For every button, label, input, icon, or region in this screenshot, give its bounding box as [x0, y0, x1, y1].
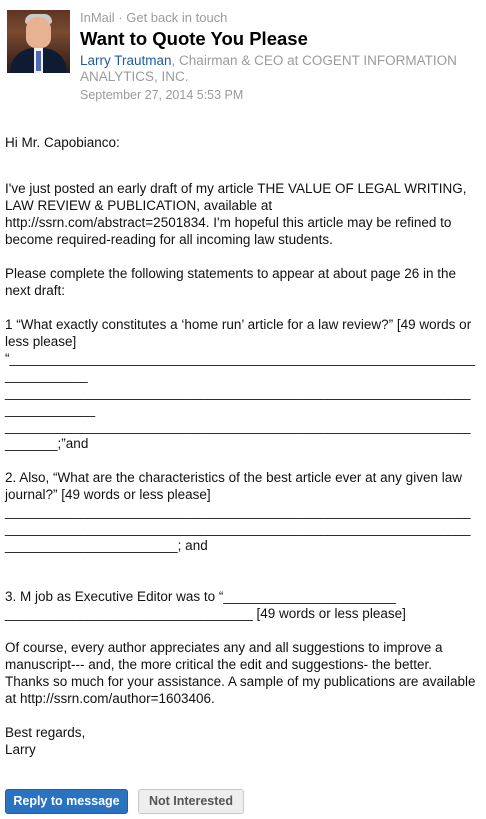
avatar[interactable] [7, 10, 70, 73]
question-1: 1 “What exactly constitutes a ‘home run’ article for a law review?” [49 words or less please] “______________________________________________________________ ___________ ______________________________________________________________ ____________ ______________________________________________________________ _______;”and [5, 317, 475, 451]
paragraph-thanks: Of course, every author appreciates any and all suggestions to improve a manuscript--- and, the more critical the edit and suggestions- the better. Thanks so much for your assistance. A sample of my publications are available at http://ssrn.com/author=1603406. [5, 640, 480, 706]
message-body [5, 134, 480, 758]
message-subject: Want to Quote You Please [80, 28, 308, 49]
sender-line [80, 53, 480, 85]
not-interested-button[interactable]: Not Interested [138, 789, 244, 814]
avatar-tie [36, 51, 41, 71]
message-date: September 27, 2014 5:53 PM [80, 88, 244, 102]
sender-title: , Chairman & CEO at COGENT INFORMATION ANALYTICS, INC. [80, 53, 457, 84]
avatar-face [26, 17, 51, 48]
message-header [0, 0, 486, 110]
question-3: 3. M job as Executive Editor was to “_______________________ _________________________________ [49 words or less please] [5, 589, 406, 621]
sender-name-link[interactable]: Larry Trautman [80, 53, 172, 68]
paragraph-intro: I've just posted an early draft of my article THE VALUE OF LEGAL WRITING, LAW REVIEW & PUBLICATION, available at http://ssrn.com/abstract=2501834. I'm hopeful this article may be refined to become required-reading for all incoming law students. [5, 181, 471, 247]
reply-button[interactable]: Reply to message [5, 789, 128, 814]
paragraph-instructions: Please complete the following statements to appear at about page 26 in the next draft: [5, 266, 460, 298]
signature: Best regards, Larry [5, 725, 86, 757]
greeting: Hi Mr. Capobianco: [5, 135, 120, 150]
question-2: 2. Also, “What are the characteristics of the best article ever at any given law journal?” [49 words or less please] ______________________________________________________________ ______________________________________________________________ _______________________; and [5, 470, 471, 553]
message-type-label: InMail · Get back in touch [80, 10, 228, 25]
